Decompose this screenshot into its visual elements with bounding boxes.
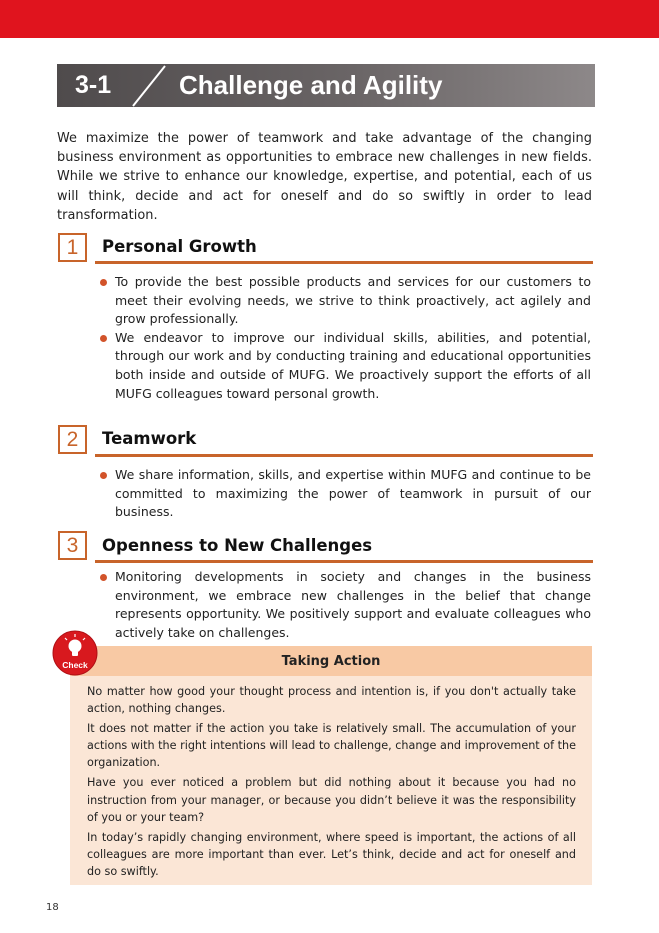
list-item: We share information, skills, and expertise within MUFG and continue to be committed to maximizing the power of teamwork in pursuit of our business.: [100, 466, 591, 522]
taking-action-body: [87, 683, 576, 883]
top-red-bar: [0, 0, 659, 38]
action-paragraph: Have you ever noticed a problem but did nothing about it because you had no instruction from your manager, or because you didn’t believe it was the responsibility of you or your team?: [87, 776, 576, 824]
page-title: Challenge and Agility: [179, 70, 443, 100]
check-badge: [52, 630, 98, 676]
action-paragraph: In today’s rapidly changing environment, where speed is important, the actions of all colleagues are more important than ever. Let’s think, decide and act for oneself and do so swiftly.: [87, 830, 576, 878]
list-item: Monitoring developments in society and changes in the business environment, we embrace new challenges in the belief that change represents opportunity. We positively support and evaluate colleagues who actively take on challenges.: [100, 568, 591, 642]
section-1-bullets: [100, 273, 591, 403]
section-1-number: 1: [58, 233, 87, 262]
section-title-band: [57, 64, 595, 107]
section-3-rule: [95, 560, 593, 563]
section-3-number: 3: [58, 531, 87, 560]
taking-action-heading: Taking Action: [70, 646, 592, 676]
taking-action-box: [70, 646, 592, 885]
section-3-title: Openness to New Challenges: [102, 536, 373, 555]
check-label: Check: [62, 660, 88, 670]
section-2-bullets: [100, 466, 591, 522]
intro-paragraph: We maximize the power of teamwork and take advantage of the changing business environment as opportunities to embrace new challenges in new fields. While we strive to enhance our knowledge, expertise, and potential, each of us will think, decide and act for oneself and do so swiftly in order to lead transformation.: [57, 131, 592, 223]
list-item: To provide the best possible products and services for our customers to meet their evolving needs, we strive to think proactively, act agilely and grow professionally.: [100, 273, 591, 329]
section-2-rule: [95, 454, 593, 457]
section-3-bullets: [100, 568, 591, 642]
section-2-number: 2: [58, 425, 87, 454]
section-number: 3-1: [75, 71, 112, 99]
action-paragraph: It does not matter if the action you take is relatively small. The accumulation of your actions with the right intentions will lead to challenge, change and improvement of the organization.: [87, 722, 576, 770]
section-1-title: Personal Growth: [102, 237, 257, 256]
slash-divider-icon: [123, 64, 179, 107]
section-1-rule: [95, 261, 593, 264]
section-2-title: Teamwork: [102, 429, 197, 448]
action-paragraph: No matter how good your thought process and intention is, if you don't actually take action, nothing changes.: [87, 685, 576, 716]
list-item: We endeavor to improve our individual skills, abilities, and potential, through our work and by conducting training and educational opportunities both inside and outside of MUFG. We proactively support the efforts of all MUFG colleagues toward personal growth.: [100, 329, 591, 403]
page-number: 18: [46, 902, 59, 913]
